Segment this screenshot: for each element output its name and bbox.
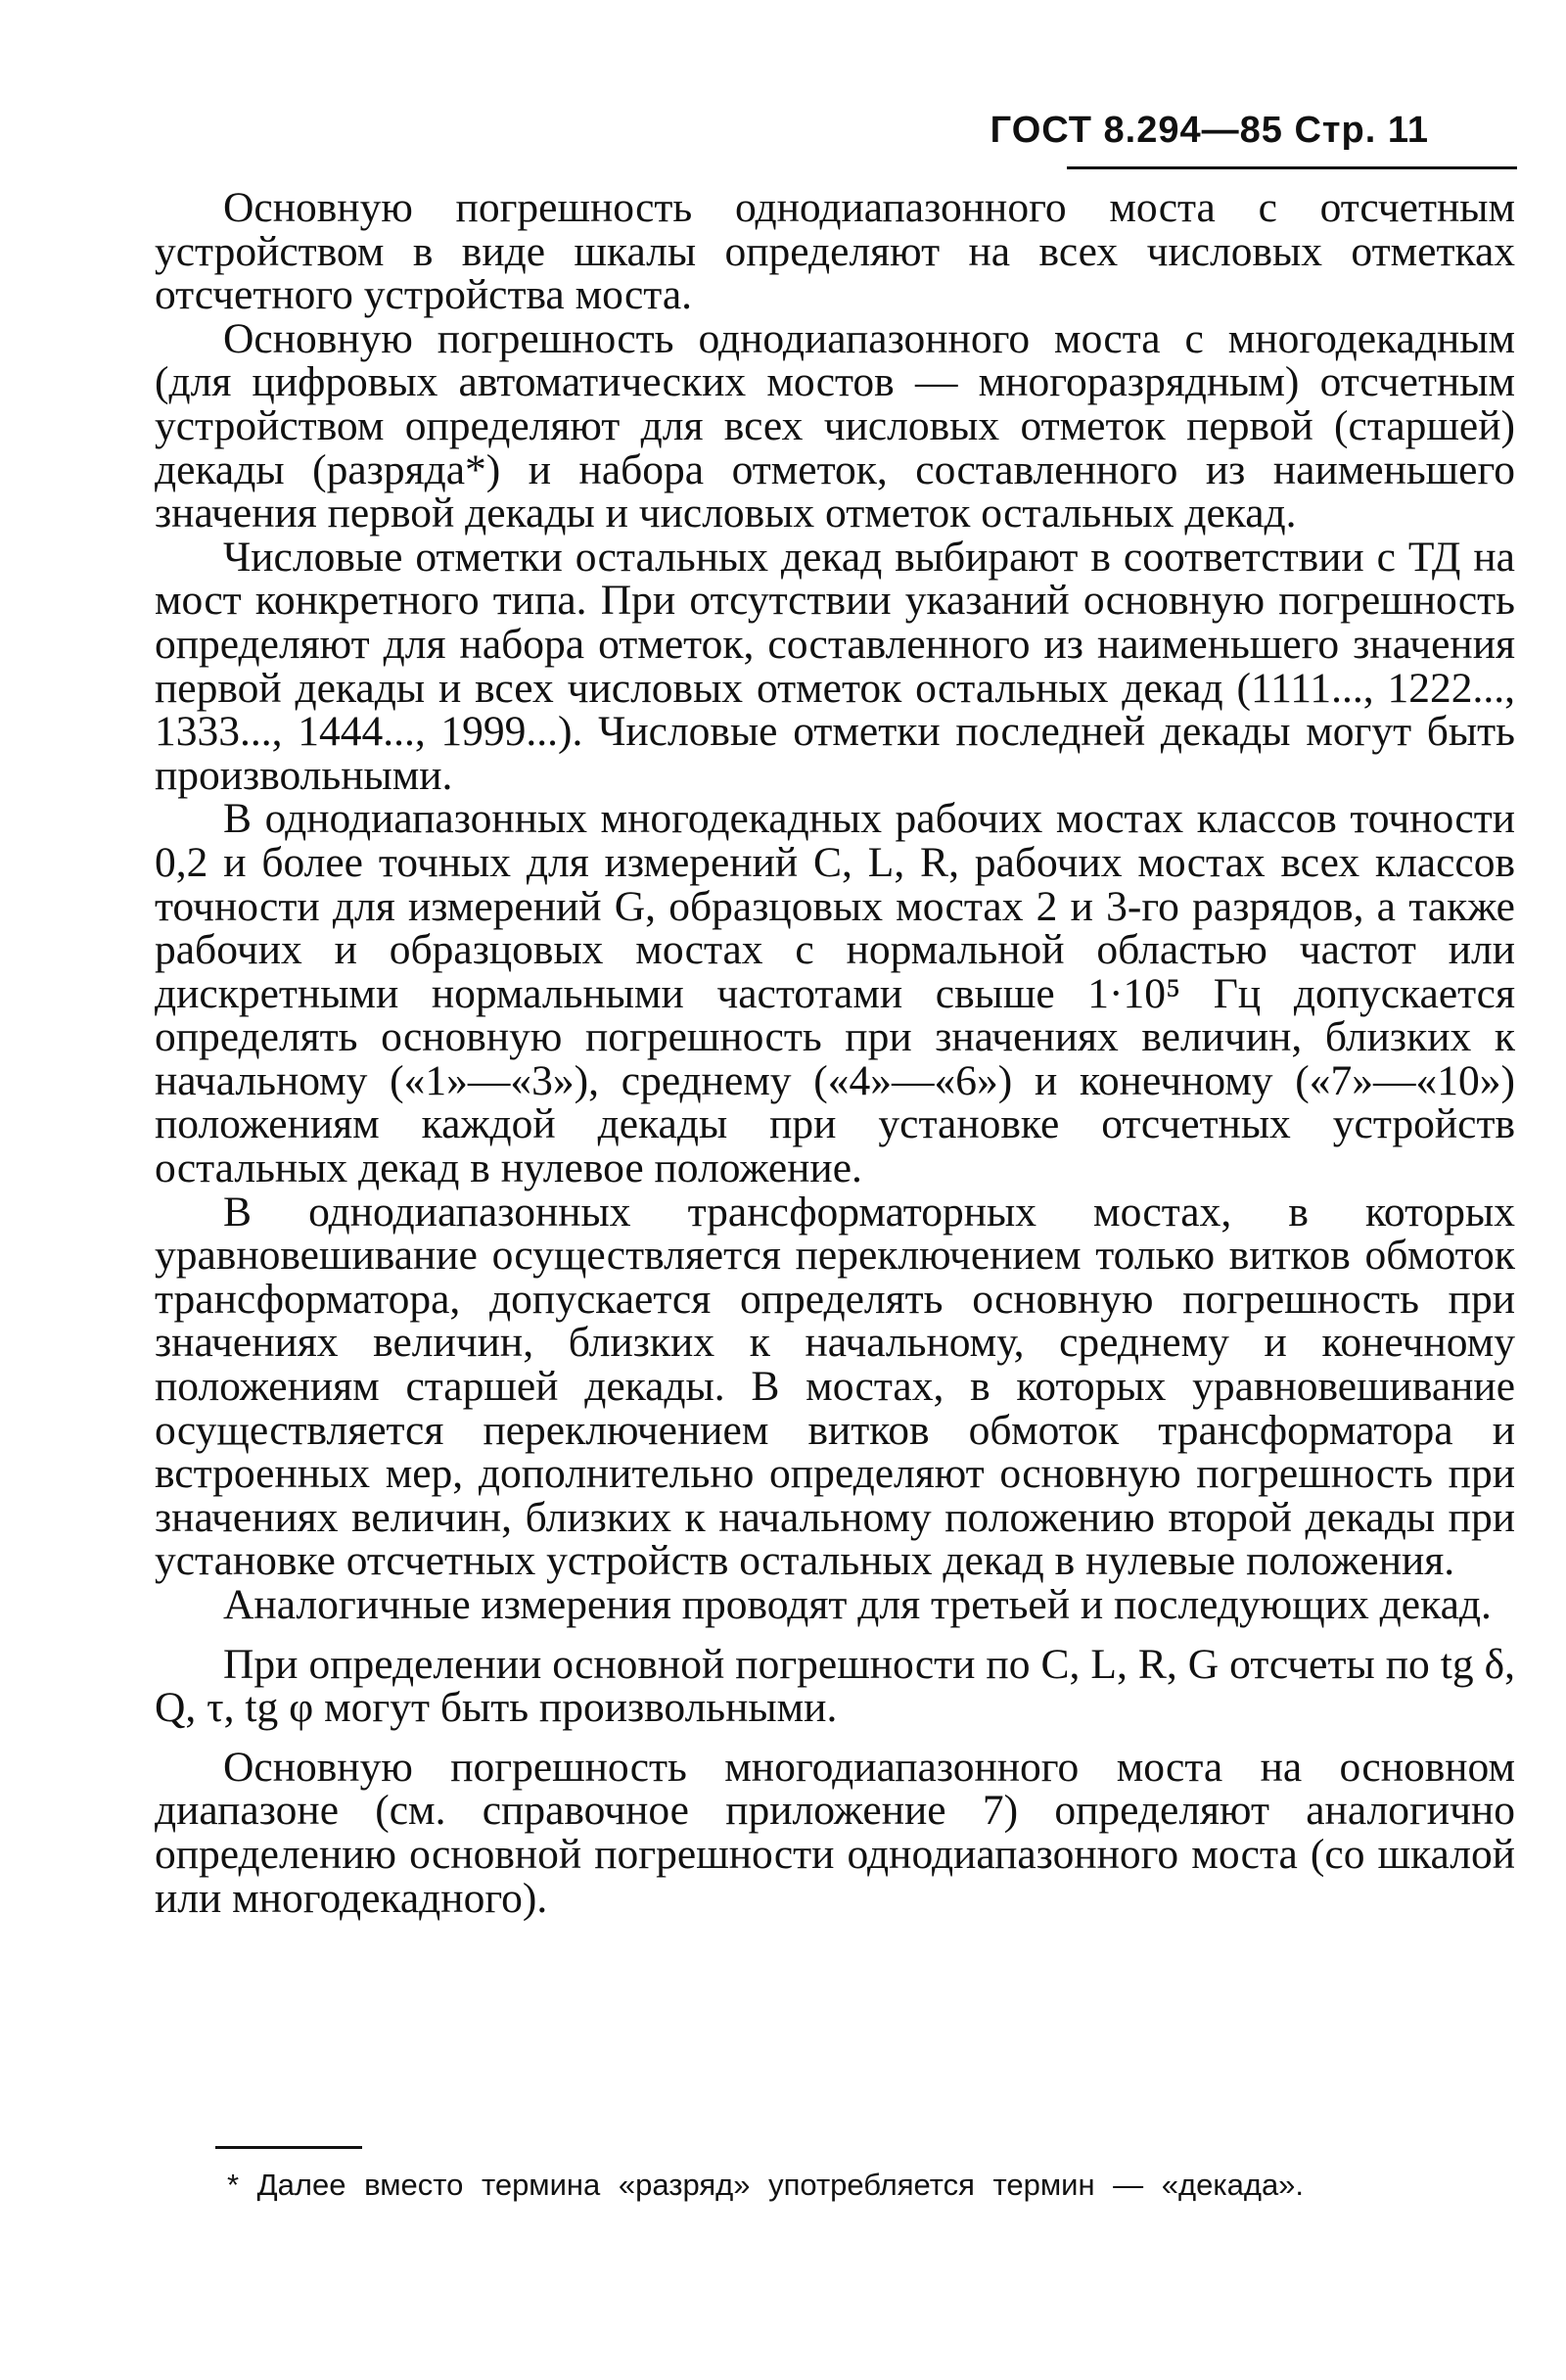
paragraph-6: Аналогичные измерения проводят для третьей и последующих декад. [223,1581,1492,1628]
paragraph-2: Основную погрешность однодиапазонного моста с многодекадным (для цифровых автоматических мостов — многоразрядным) отсчетным устройством определяют для всех числовых отметок первой (старшей) декады (разряда*) и набора отметок, составленного из наименьшего значения первой декады и числовых отметок остальных декад. [155,314,1515,537]
paragraph-4: В однодиапазонных многодекадных рабочих мостах классов точности 0,2 и более точных для измерений C, L, R, рабочих мостах всех классов точности для измерений G, образцовых мостах 2 и 3-го разрядов, а также рабочих и образцовых мостах с нормальной областью частот или дискретными нормальными частотами свыше 1·10⁵ Гц допускается определять основную погрешность при значениях величин, близких к начальному («1»—«3»), среднему («4»—«6») и конечному («7»—«10») положениям каждой декады при установке отсчетных устройств остальных декад в нулевое положение. [155,795,1515,1192]
paragraph-8: Основную погрешность многодиапазонного моста на основном диапазоне (см. справочное приложение 7) определяют аналогично определению основной погрешности однодиапазонного моста (со шкалой или многодекадного). [155,1743,1515,1922]
page-header: ГОСТ 8.294—85 Стр. 11 [990,110,1429,151]
document-body [155,186,1515,1920]
footnote-rule [215,2146,362,2149]
header-rule [1067,166,1517,169]
paragraph-5: В однодиапазонных трансформаторных мостах, в которых уравновешивание осуществляется переключением только витков обмоток трансформатора, допускается определять основную погрешность при значениях величин, близких к начальному, среднему и конечному положениям старшей декады. В мостах, в которых уравновешивание осуществляется переключением витков обмоток трансформатора и встроенных мер, дополнительно определяют основную погрешность при значениях величин, близких к начальному положению второй декады при установке отсчетных устройств остальных декад в нулевые положения. [155,1188,1515,1585]
paragraph-3: Числовые отметки остальных декад выбирают в соответствии с ТД на мост конкретного типа. При отсутствии указаний основную погрешность определяют для набора отметок, составленного из наименьшего значения первой декады и всех числовых отметок остальных декад (1111..., 1222..., 1333..., 1444..., 1999...). Числовые отметки последней декады могут быть произвольными. [155,533,1515,799]
paragraph-7: При определении основной погрешности по C, L, R, G отсчеты по tg δ, Q, τ, tg φ могут быть произвольными. [155,1640,1515,1732]
paragraph-1: Основную погрешность однодиапазонного моста с отсчетным устройством в виде шкалы определяют на всех числовых отметках отсчетного устройства моста. [155,184,1515,319]
footnote: * Далее вместо термина «разряд» употребляется термин — «декада». [227,2168,1305,2202]
